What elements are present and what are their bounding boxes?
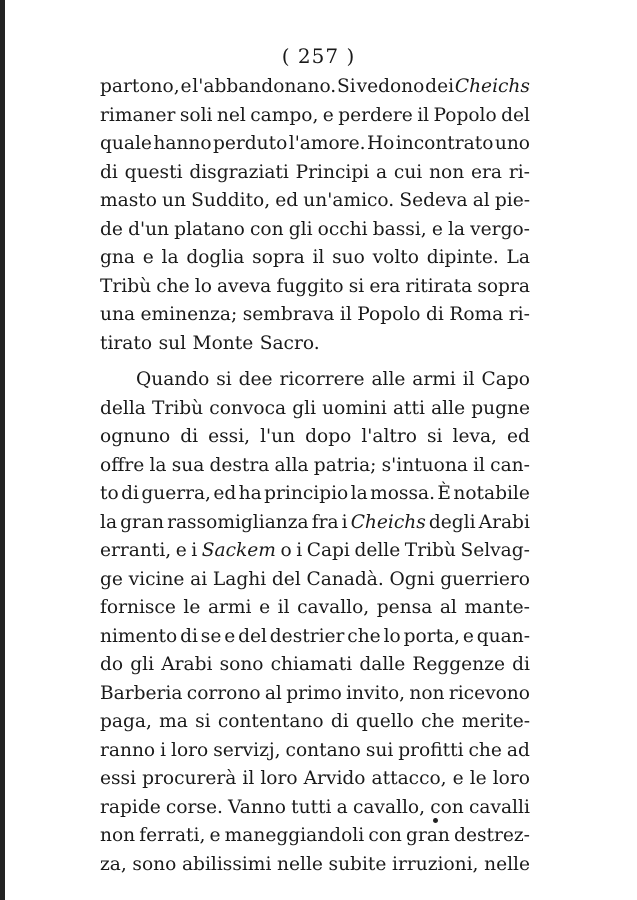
word: e — [431, 218, 443, 240]
word: aveva — [217, 275, 272, 297]
word: le — [469, 768, 487, 789]
word: non — [100, 825, 136, 846]
word: ed — [506, 426, 530, 447]
word: mante- — [464, 597, 530, 618]
word: erranti, — [100, 540, 172, 561]
word: nelle — [277, 853, 323, 875]
word: principio — [264, 483, 349, 504]
word: della — [100, 397, 146, 419]
word: gran — [406, 825, 450, 846]
text-line — [100, 366, 530, 395]
word: cavallo, — [352, 796, 426, 818]
word: Monte — [192, 332, 254, 354]
text-line — [100, 301, 530, 330]
word: Quando — [136, 369, 210, 390]
word: masto — [100, 190, 157, 211]
word: il — [277, 597, 290, 618]
word: Cheichs — [350, 511, 426, 533]
word: Tribù — [404, 540, 456, 561]
word: perduto — [212, 133, 288, 154]
word: del — [501, 104, 530, 126]
word: del — [271, 568, 301, 590]
word: sono — [219, 654, 264, 675]
word: e — [175, 540, 187, 561]
word: questi — [124, 161, 183, 183]
word: Selvag- — [460, 540, 530, 561]
word: È — [437, 483, 451, 504]
word: non — [429, 161, 465, 183]
word: pugne — [471, 397, 530, 419]
word: ritirata — [405, 275, 473, 297]
word: Popolo — [433, 104, 497, 126]
word: perdere — [338, 104, 413, 126]
word: guerriero — [440, 568, 530, 590]
word: ma — [159, 711, 188, 732]
word: che — [421, 711, 455, 732]
word: gran — [120, 511, 164, 533]
word: lo — [194, 275, 212, 297]
word: il — [339, 304, 352, 325]
word: Roma — [449, 304, 504, 325]
text-line — [100, 187, 530, 216]
word: dopo — [305, 426, 352, 447]
word: Arvido — [303, 768, 366, 789]
word: contentano — [217, 711, 324, 732]
word: hanno — [153, 133, 212, 154]
word: un — [162, 190, 186, 211]
word: di — [426, 304, 444, 325]
word: mossa. — [370, 483, 435, 504]
word: profitti — [398, 739, 464, 761]
word: paga, — [100, 711, 152, 732]
word: delle — [354, 540, 401, 561]
text-line — [100, 73, 530, 102]
word: che — [347, 625, 381, 647]
word: loro — [492, 768, 530, 789]
word: Tribù — [152, 397, 204, 419]
word: maneggiandoli — [224, 825, 365, 846]
word: pensa — [376, 597, 433, 618]
word: i — [191, 540, 198, 561]
text-line — [100, 623, 530, 652]
word: il — [312, 247, 325, 268]
word: non — [409, 682, 445, 704]
word: gli — [130, 654, 155, 675]
text-line — [100, 509, 530, 538]
word: e — [180, 76, 192, 97]
word: porta, — [403, 625, 461, 647]
word: suo — [332, 247, 365, 268]
word: rapide — [100, 796, 161, 818]
word: l'amore. — [288, 133, 366, 154]
word: Capo — [481, 369, 530, 390]
word: Arabi — [478, 511, 530, 533]
word: tutti — [291, 796, 332, 818]
word: di — [512, 654, 530, 675]
word: Ogni — [389, 568, 435, 590]
word: Capi — [306, 540, 350, 561]
word: eminenza; — [140, 304, 238, 325]
word: tirato — [100, 332, 153, 354]
word: si — [195, 711, 211, 732]
word: s'intuona — [381, 454, 468, 476]
word: partono, — [100, 76, 180, 97]
word: degli — [428, 511, 476, 533]
word: al — [439, 597, 457, 618]
word: sul — [158, 332, 187, 354]
word: con — [249, 218, 284, 240]
word: ranno — [100, 739, 156, 761]
word: era — [369, 275, 401, 297]
word: destra — [209, 454, 270, 476]
word: una — [100, 304, 136, 325]
text-line — [100, 737, 530, 766]
word: di — [100, 161, 118, 183]
text-line — [100, 273, 530, 302]
word: sono — [132, 853, 177, 875]
word: ricorrere — [279, 369, 365, 390]
word: gli — [288, 218, 313, 240]
word: l'abbandonano. — [192, 76, 337, 97]
word: le — [183, 597, 201, 618]
word: attacco, — [371, 768, 447, 789]
word: dee — [238, 369, 273, 390]
word: ge — [100, 568, 123, 590]
word: di — [330, 711, 349, 732]
page-binding-edge — [0, 0, 5, 900]
text-line — [100, 566, 530, 595]
word: occhi — [317, 218, 368, 240]
word: fra — [311, 511, 339, 533]
word: un'amico. — [303, 190, 395, 211]
word: Barberia — [100, 682, 183, 704]
word: se — [200, 625, 222, 647]
word: uomini — [322, 397, 387, 419]
word: cavalli — [468, 796, 530, 818]
word: alle — [431, 397, 466, 419]
word: incontrato — [395, 133, 494, 154]
word: gli — [292, 397, 317, 419]
page-number: ( 257 ) — [281, 44, 356, 68]
word: ricevono — [448, 682, 530, 704]
word: ed — [213, 483, 237, 504]
word: il — [473, 454, 485, 476]
word: quan- — [476, 625, 530, 647]
word: la — [350, 483, 368, 504]
word: Si — [337, 76, 356, 97]
word: irruzioni, — [392, 853, 479, 875]
word: uno — [494, 133, 530, 154]
word: ai — [190, 568, 208, 590]
word: campo, — [250, 104, 319, 126]
word: offre — [100, 454, 145, 476]
word: Laghi — [212, 568, 267, 590]
word: atti — [392, 397, 425, 419]
text-line — [100, 216, 530, 245]
word: e — [322, 104, 334, 126]
text-line — [100, 537, 530, 566]
word: essi — [100, 768, 137, 789]
word: destrier — [269, 625, 345, 647]
word: al — [472, 190, 490, 211]
word: armi — [412, 369, 456, 390]
word: a — [376, 161, 388, 183]
word: e — [452, 768, 464, 789]
word: Canadà. — [306, 568, 384, 590]
word: cavallo, — [297, 597, 370, 618]
word: notabile — [453, 483, 530, 504]
word: o — [280, 540, 292, 561]
text-line — [100, 822, 530, 851]
word: l'altro — [361, 426, 417, 447]
text-line — [100, 480, 530, 509]
word: loro — [171, 739, 209, 761]
word: cui — [393, 161, 423, 183]
word: rassomiglianza — [167, 511, 309, 533]
word: il — [417, 104, 430, 126]
ink-dot — [433, 818, 438, 823]
word: lo — [383, 625, 401, 647]
word: sembrava — [242, 304, 335, 325]
word: fuggito — [276, 275, 344, 297]
word: can- — [490, 454, 530, 476]
word: servizj, — [213, 739, 281, 761]
word: del — [238, 625, 267, 647]
word: Suddito, — [191, 190, 271, 211]
word: ad — [506, 739, 530, 761]
word: dipinte. — [426, 247, 499, 268]
word: ha — [238, 483, 262, 504]
word: primo — [286, 682, 342, 704]
word: subite — [328, 853, 387, 875]
word: che — [468, 739, 502, 761]
word: sui — [365, 739, 394, 761]
word: patria; — [313, 454, 377, 476]
word: nimento — [100, 625, 178, 647]
word: nel — [216, 104, 246, 126]
word: ferrati, — [139, 825, 206, 846]
word: e — [209, 825, 221, 846]
word: di — [121, 483, 139, 504]
text-line — [100, 330, 530, 359]
word: Sacro. — [259, 332, 320, 354]
text-line — [100, 102, 530, 131]
word: rimaner — [100, 104, 176, 126]
word: quale — [100, 133, 152, 154]
word: dei — [425, 76, 455, 97]
word: Cheichs — [454, 76, 530, 97]
word: alla — [274, 454, 309, 476]
word: Principi — [295, 161, 370, 183]
word: con — [368, 825, 402, 846]
word: alle — [371, 369, 406, 390]
word: i — [341, 511, 348, 533]
word: Tribù — [100, 275, 152, 297]
word: destrez- — [454, 825, 530, 846]
word: dalle — [359, 654, 406, 675]
word: pie- — [494, 190, 530, 211]
word: ognuno — [100, 426, 171, 447]
word: era — [471, 161, 503, 183]
text-line — [100, 594, 530, 623]
word: Popolo — [357, 304, 421, 325]
word: e — [142, 247, 154, 268]
word: la — [161, 247, 179, 268]
word: ri- — [508, 161, 530, 183]
word: i — [160, 739, 167, 761]
word: e — [224, 625, 236, 647]
word: e — [462, 625, 474, 647]
word: convoca — [209, 397, 287, 419]
word: la — [149, 454, 167, 476]
word: to — [100, 483, 119, 504]
word: gna — [100, 247, 135, 268]
word: i — [296, 540, 303, 561]
word: vedono — [356, 76, 425, 97]
word: ri- — [508, 304, 530, 325]
word: Arabi — [161, 654, 213, 675]
word: leva, — [452, 426, 497, 447]
word: di — [180, 426, 199, 447]
text-line — [100, 244, 530, 273]
word: si — [216, 369, 232, 390]
text-line — [100, 651, 530, 680]
word: Vanno — [228, 796, 286, 818]
word: invito, — [346, 682, 406, 704]
word: il — [242, 768, 255, 789]
word: l'un — [260, 426, 296, 447]
word: sopra — [252, 247, 305, 268]
word: di — [180, 625, 198, 647]
text-line — [100, 794, 530, 823]
paragraph-gap — [100, 358, 530, 366]
word: con — [430, 796, 464, 818]
text-line — [100, 423, 530, 452]
word: si — [427, 426, 443, 447]
word: a — [336, 796, 348, 818]
word: volto — [372, 247, 419, 268]
word: quello — [355, 711, 414, 732]
word: vicine — [128, 568, 185, 590]
word: de — [100, 218, 123, 240]
word: ed — [275, 190, 299, 211]
word: la — [100, 511, 118, 533]
word: nelle — [484, 853, 530, 875]
text-line — [100, 708, 530, 737]
word: chiamati — [270, 654, 353, 675]
word: armi — [207, 597, 252, 618]
word: e — [259, 597, 271, 618]
text-line — [100, 452, 530, 481]
word: Reggenze — [412, 654, 505, 675]
word: fornisce — [100, 597, 176, 618]
word: vergo- — [470, 218, 530, 240]
word: za, — [100, 853, 127, 875]
text-line — [100, 130, 530, 159]
word: do — [100, 654, 124, 675]
text-line — [100, 765, 530, 794]
word: si — [348, 275, 365, 297]
word: sopra — [477, 275, 530, 297]
body-text — [100, 73, 530, 879]
word: corrono — [186, 682, 261, 704]
word: guerra, — [141, 483, 211, 504]
word: abilissimi — [181, 853, 272, 875]
word: contano — [285, 739, 361, 761]
word: disgraziati — [189, 161, 289, 183]
word: che — [156, 275, 190, 297]
text-line — [100, 159, 530, 188]
word: La — [506, 247, 530, 268]
text-line — [100, 680, 530, 709]
word: procurerà — [142, 768, 237, 789]
word: essi, — [208, 426, 251, 447]
word: doglia — [186, 247, 245, 268]
word: corse. — [165, 796, 223, 818]
word: d'un — [128, 218, 170, 240]
word: merite- — [461, 711, 530, 732]
word: soli — [179, 104, 213, 126]
word: loro — [260, 768, 298, 789]
word: la — [447, 218, 466, 240]
text-line — [100, 851, 530, 880]
word: Ho — [366, 133, 395, 154]
word: bassi, — [372, 218, 427, 240]
text-line — [100, 395, 530, 424]
word: al — [264, 682, 282, 704]
word: platano — [174, 218, 245, 240]
word: Sackem — [201, 540, 276, 561]
word: Sedeva — [399, 190, 468, 211]
word: il — [462, 369, 475, 390]
word: sua — [171, 454, 205, 476]
